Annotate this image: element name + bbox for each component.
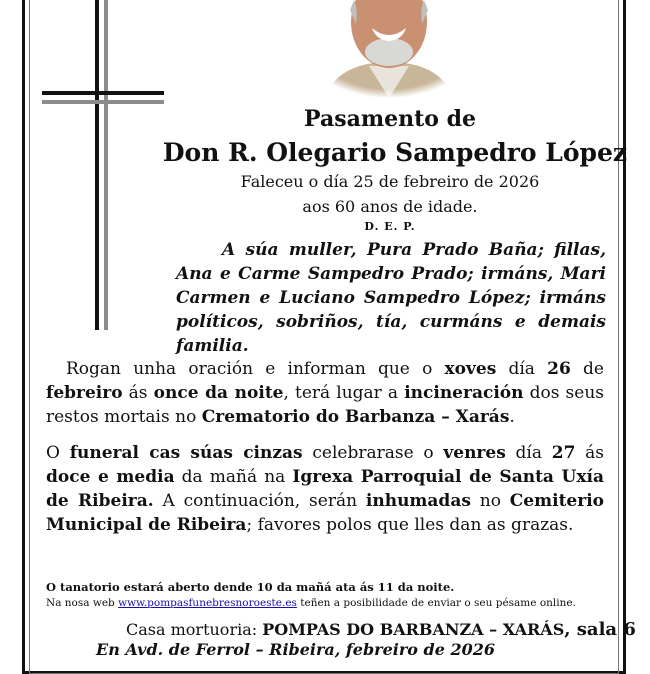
dep-label: D. E. P.	[364, 220, 416, 233]
family-text: A súa muller, Pura Prado Baña; fillas, Ana e Carme Sampedro Prado; irmáns, Mari Carmen e Luciano Sampedro López; irmáns políticos, sobriños, tía, curmáns e demais familia.	[176, 240, 606, 356]
notice-heading: Pasamento de	[304, 106, 476, 132]
date-of-death: Faleceu o día 25 de febreiro de 2026	[240, 172, 540, 191]
funeral-home-name: POMPAS DO BARBANZA – XARÁS	[262, 620, 565, 639]
age-at-death: aos 60 anos de idade.	[302, 197, 478, 216]
place-date-line: En Avd. de Ferrol – Ribeira, febreiro de 2026	[96, 640, 495, 659]
deceased-name: Don R. Olegario Sampedro López	[162, 138, 628, 167]
cross-horizontal-gray	[42, 100, 164, 104]
deceased-photo	[314, 0, 464, 98]
family-paragraph	[176, 238, 606, 358]
web-condolence-line: Na nosa web www.pompasfunebresnoroeste.es teñen a posibilidade de enviar o seu pésame online.	[46, 597, 576, 609]
cross-vertical-black	[95, 0, 99, 330]
incineration-paragraph: Rogan unha oración e informan que o xoves día 26 de febreiro ás once da noite, terá lugar a incineración dos seus restos mortais no Crematorio do Barbanza – Xarás.	[46, 359, 605, 427]
tanatorio-hours: O tanatorio estará aberto dende 10 da mañá ata ás 11 da noite.	[46, 580, 455, 594]
cross-horizontal-black	[42, 91, 164, 95]
website-link[interactable]: www.pompasfunebresnoroeste.es	[118, 597, 297, 609]
cross-vertical-gray	[104, 0, 108, 330]
funeral-home-line: Casa mortuoria: POMPAS DO BARBANZA – XARÁS, sala 6	[126, 619, 636, 640]
funeral-paragraph: O funeral cas súas cinzas celebrarase o venres día 27 ás doce e media da mañá na Igrexa Parroquial de Santa Uxía de Ribeira. A continuación, serán inhumadas no Cemiterio Municipal de Ribeira; favores polos que lles dan as grazas.	[46, 443, 605, 535]
